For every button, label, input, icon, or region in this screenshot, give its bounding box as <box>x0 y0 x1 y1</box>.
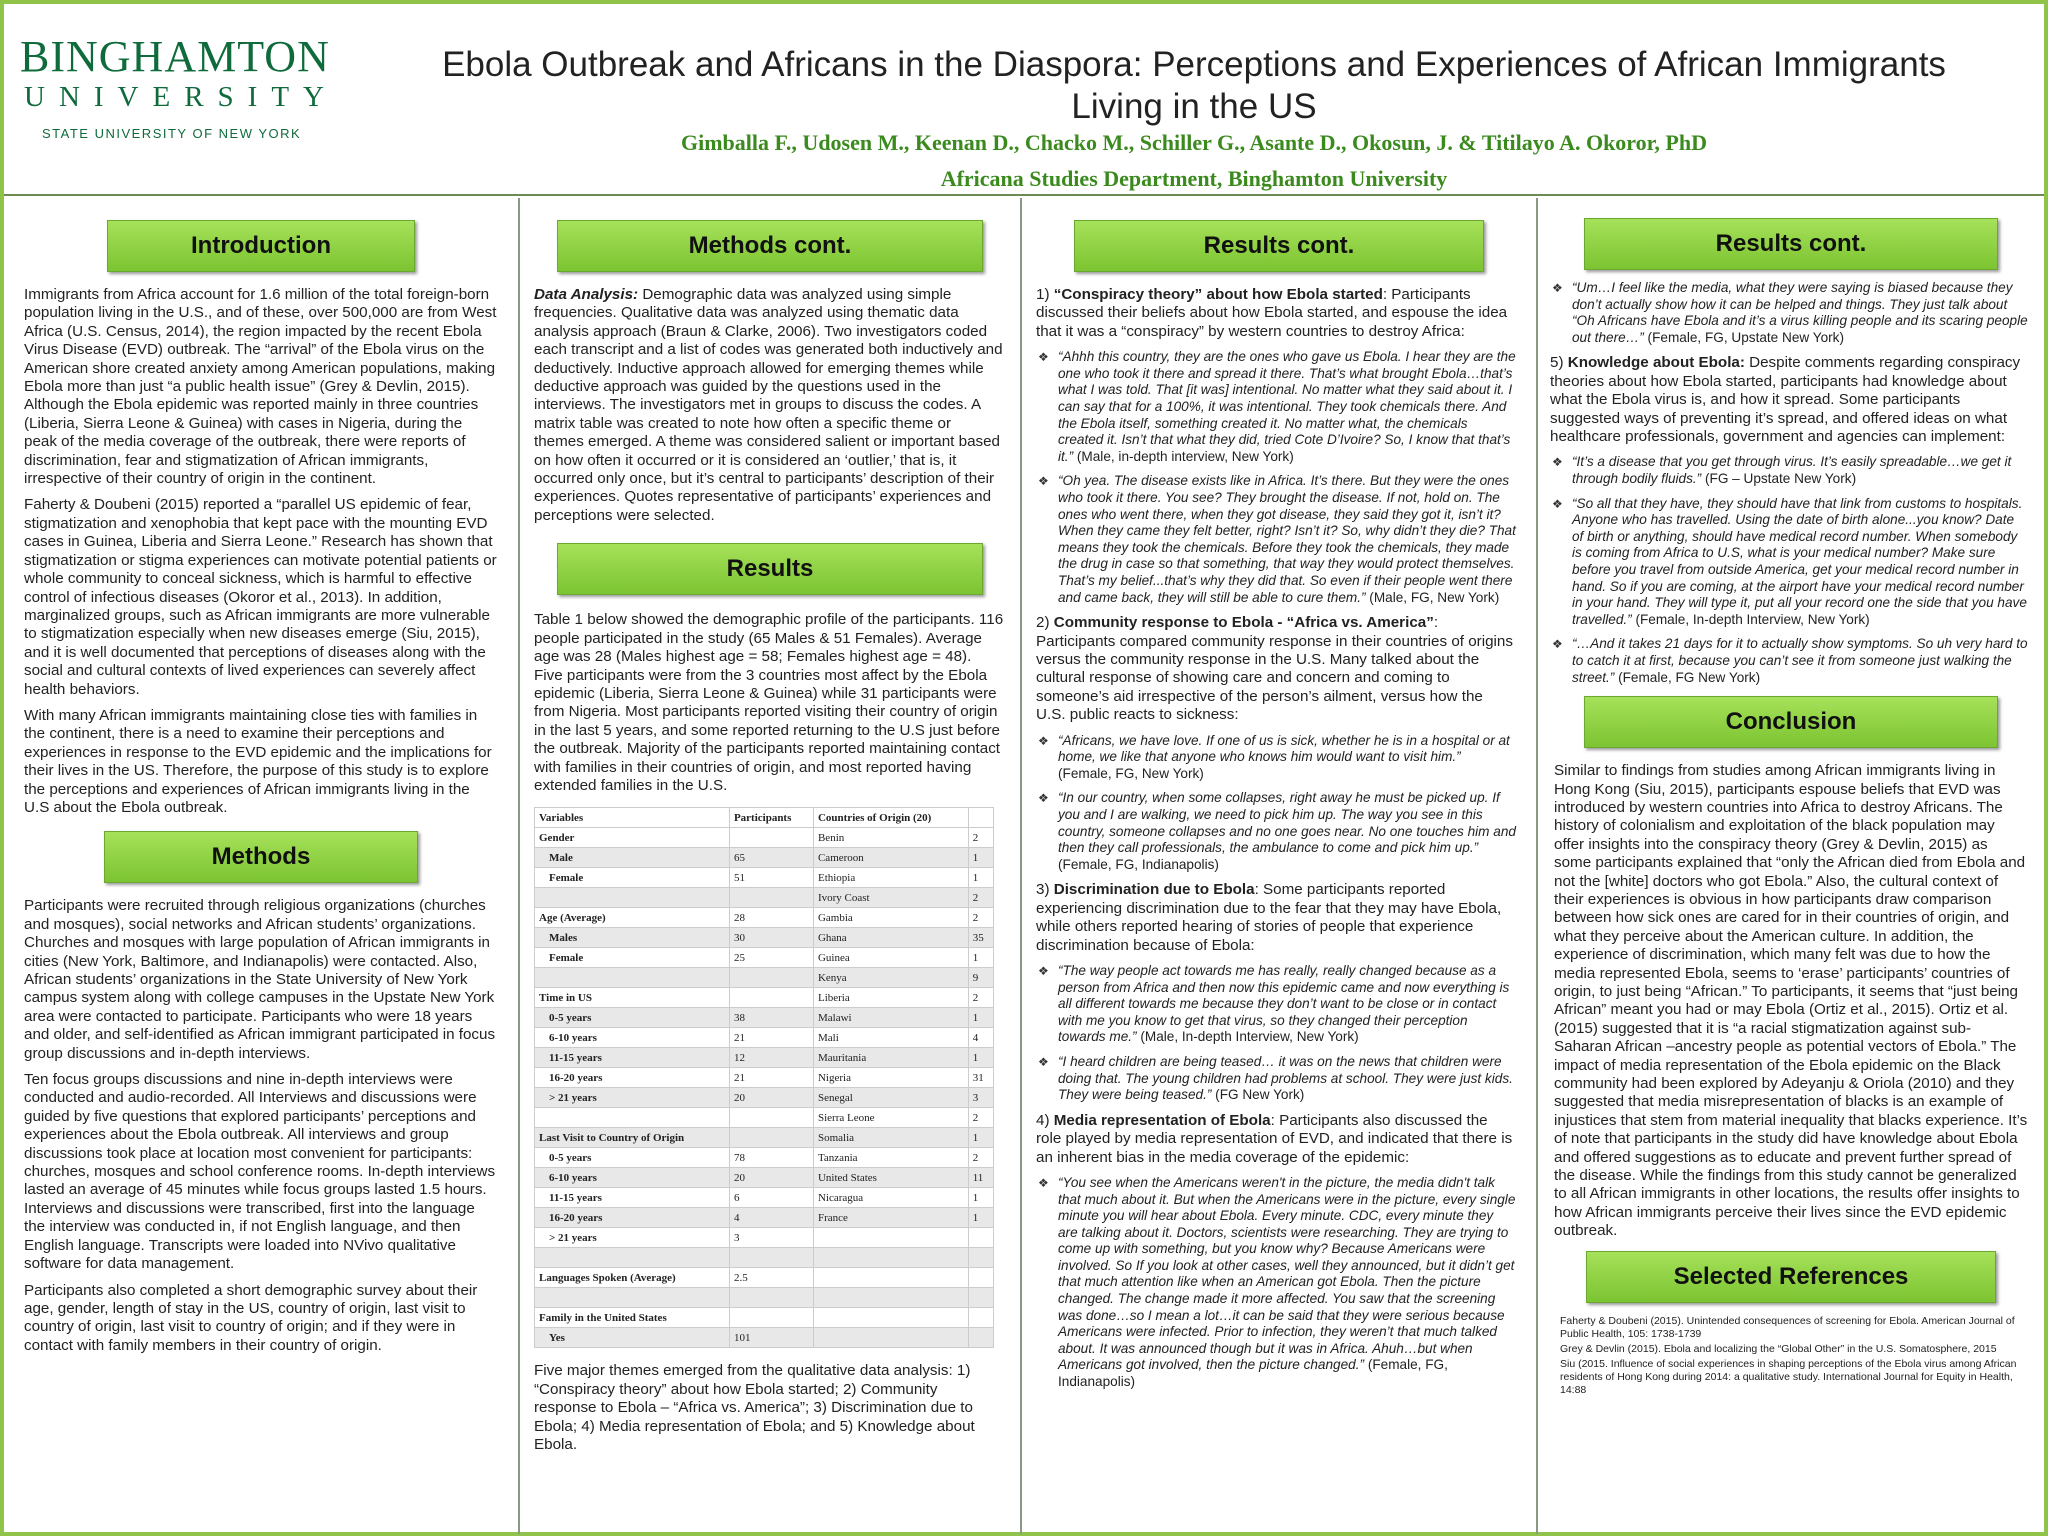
table-row <box>535 1248 994 1268</box>
theme-text: : Some participants reported experiencing discrimination due to the fear that they may have Ebola, while others reported hearing of stories of people that experience discrimination because of Ebola: <box>1036 881 1502 954</box>
table-cell <box>729 888 813 908</box>
table-row <box>535 828 994 848</box>
theme-title: Community response to Ebola - “Africa vs. America” <box>1053 614 1434 632</box>
table-cell: 2 <box>968 1148 993 1168</box>
table-cell: Tanzania <box>813 1148 968 1168</box>
references-heading: Selected References <box>1586 1251 1996 1303</box>
table-cell: Guinea <box>813 948 968 968</box>
theme-number: 4) <box>1036 1111 1054 1129</box>
quote-text: “…And it takes 21 days for it to actually show symptoms. So uh very hard to to catch it at first, because you can’t see it from someone just walking the street.” <box>1572 636 2028 685</box>
theme-number: 5) <box>1550 354 1568 372</box>
table-cell: Malawi <box>813 1008 968 1028</box>
quote-text: “Um…I feel like the media, what they were saying is biased because they don’t actually show how it can be helped and things. They just talk about “Oh Africans have Ebola and it’s a virus killing people and its scaring people out there…” <box>1572 280 2028 345</box>
authors: Gimballa F., Udosen M., Keenan D., Chacko M., Schiller G., Asante D., Okosun, J. & Titilayo A. Okoror, PhD <box>681 130 1707 155</box>
results-cont-heading: Results cont. <box>1074 220 1484 272</box>
methods-body <box>4 897 518 1355</box>
theme-5-quotes <box>1550 454 2028 686</box>
theme-number: 3) <box>1036 881 1054 899</box>
table-cell: 1 <box>968 1188 993 1208</box>
table-cell: 1 <box>968 868 993 888</box>
intro-paragraph-2: Faherty & Doubeni (2015) reported a “parallel US epidemic of fear, stigmatization and xenophobia that kept pace with the mounting EVD cases in Guinea, Liberia and Sierra Leone.” Research has shown that stigmatization or stigma experiences can motivate potential patients or whole community to conceal sickness, which is harmful to effective control of infectious diseases (Okoror et al., 2013). In addition, marginalized groups, such as African immigrants are more vulnerable to stigmatization especially when new diseases emerge (Siu, 2015), and it is well documented that perceptions of diseases along with the social and cultural contexts of lived experiences can severely affect health behaviors. <box>24 496 497 698</box>
table-cell <box>968 1288 993 1308</box>
table-cell: 21 <box>729 1028 813 1048</box>
column-2 <box>520 198 1020 1528</box>
column-1 <box>4 198 518 1528</box>
theme-1 <box>1036 286 1516 341</box>
results-paragraph-1: Table 1 below showed the demographic profile of the participants. 116 people participated in the study (65 Males & 51 Females). Average age was 28 (Males highest age = 58; Females highest age = 48). Five participants were from the 3 countries most affect by the Ebola epidemic (Liberia, Sierra Leone & Guinea) while 31 participants were from Nigeria. Most participants reported visiting their country of origin in the last 5 years, and some reported returning to the U.S just before the outbreak. Majority of the participants reported maintaining contact with families in their countries of origin, and most reported having extended families in the U.S. <box>534 611 1004 794</box>
table-cell: > 21 years <box>535 1088 730 1108</box>
quote <box>1550 496 2028 629</box>
intro-paragraph-1: Immigrants from Africa account for 1.6 million of the total foreign-born population living in the U.S., and of these, over 500,000 are from West Africa (U.S. Census, 2014), the region impacted by the recent Ebola Virus Disease (EVD) outbreak. The “arrival” of the Ebola virus on the American shore created anxiety among American populations, making Ebola more than just “a public health issue” (Grey & Devlin, 2015). Although the Ebola epidemic was reported mainly in three countries (Liberia, Sierra Leone & Guinea) with cases in Nigeria, during the peak of the media coverage of the outbreak, there were reports of discrimination, fear and stigmatization of African immigrants, irrespective of their country of origin in the continent. <box>24 286 497 488</box>
theme-text: : Participants also discussed the role played by media representation of EVD, and indicated that there is an inherent bias in the media coverage of the epidemic: <box>1036 1111 1513 1166</box>
table-cell <box>968 1308 993 1328</box>
theme-title: Discrimination due to Ebola <box>1053 881 1255 899</box>
quote-source: (Female, In-depth Interview, New York) <box>1631 611 1870 627</box>
quote-source: (Female, FG, Indianapolis) <box>1058 1357 1448 1390</box>
table-cell <box>535 968 730 988</box>
table-cell: Mali <box>813 1028 968 1048</box>
table-cell: 3 <box>968 1088 993 1108</box>
table-row <box>535 928 994 948</box>
quote-source: (FG New York) <box>1211 1087 1305 1103</box>
table-row <box>535 888 994 908</box>
theme-title: “Conspiracy theory” about how Ebola started <box>1053 286 1383 303</box>
table-cell: Time in US <box>535 988 730 1008</box>
theme-3 <box>1036 881 1516 955</box>
table-cell: Sierra Leone <box>813 1108 968 1128</box>
table-row <box>535 1208 994 1228</box>
table-cell <box>729 1288 813 1308</box>
table-cell <box>729 1108 813 1128</box>
table-cell: 101 <box>729 1328 813 1348</box>
table-cell: Female <box>535 948 730 968</box>
theme-2 <box>1036 614 1516 724</box>
table-row <box>535 1088 994 1108</box>
reference-item: Siu (2015. Influence of social experiences in shaping perceptions of the Ebola virus among African residents of Hong Kong during 2014: a qualitative study. International Journal for Equity in Health, 14:88 <box>1560 1357 2017 1396</box>
table-cell: 51 <box>729 868 813 888</box>
table-cell <box>813 1288 968 1308</box>
table-row <box>535 1268 994 1288</box>
quote-source: (Female, FG, Upstate New York) <box>1643 329 1844 345</box>
table-cell: Kenya <box>813 968 968 988</box>
quote-text: “Oh yea. The disease exists like in Africa. It’s there. But they were the ones who took it there. You see? They brought the disease. If not, hold on. The ones who went there, when they got disease, they said they got it, isn’t it? When they came they felt better, right? Isn’t it? So, why didn’t they die? That means they took the chemicals. Before they took the chemicals, they made the drug in case so that something, that way they would protect themselves. That’s my belief...that’s why they did that. So even if their people went there and came back, they will still be able to cure them.” <box>1058 473 1516 605</box>
theme-2-quotes <box>1036 733 1516 874</box>
table-cell: 21 <box>729 1068 813 1088</box>
table-cell: Somalia <box>813 1128 968 1148</box>
quote-source: (Male, FG, New York) <box>1365 589 1500 605</box>
table-cell <box>729 1128 813 1148</box>
table-header-cell <box>968 808 993 828</box>
table-cell: 16-20 years <box>535 1208 730 1228</box>
table-cell: Female <box>535 868 730 888</box>
table-cell: Gambia <box>813 908 968 928</box>
table-cell: 0-5 years <box>535 1008 730 1028</box>
introduction-body <box>4 286 518 817</box>
table-cell <box>813 1328 968 1348</box>
table-cell: Yes <box>535 1328 730 1348</box>
methods-cont-body <box>520 286 1020 525</box>
quote-source: (Female, FG New York) <box>1614 669 1761 685</box>
table-cell <box>535 1288 730 1308</box>
table-cell: 11-15 years <box>535 1188 730 1208</box>
table-cell: Ethiopia <box>813 868 968 888</box>
logo-tagline: STATE UNIVERSITY OF NEW YORK <box>42 126 302 141</box>
table-cell: Males <box>535 928 730 948</box>
table-row <box>535 848 994 868</box>
table-cell: Nigeria <box>813 1068 968 1088</box>
table-cell: 16-20 years <box>535 1068 730 1088</box>
table-cell: 6-10 years <box>535 1028 730 1048</box>
results-paragraph-2: Five major themes emerged from the qualitative data analysis: 1) “Conspiracy theory” about how Ebola started; 2) Community response to Ebola – “Africa vs. America”; 3) Discrimination due to Ebola; 4) Media representation of Ebola; and 5) Knowledge about Ebola. <box>534 1362 975 1453</box>
methods-cont-heading: Methods cont. <box>557 220 983 272</box>
table-cell: 9 <box>968 968 993 988</box>
quote-text: “So all that they have, they should have that link from customs to hospitals. Anyone who has travelled. Using the date of birth alone...you know? Date of birth or anything, should have medical record number. When somebody is coming from Africa to U.S, what is your medical number? Make sure before you travel from outside America, get your medical record number in hand. So if you are coming, at the airport have your medical record number in your hand. They will type it, put all your record one the side that you have travelled.” <box>1572 495 2027 627</box>
table-cell: 2 <box>968 828 993 848</box>
theme-text: Despite comments regarding conspiracy theories about how Ebola started, participants had knowledge about what the Ebola virus is, and how it spread. Some participants suggested ways of preventing it’s spread, and offered ideas on what healthcare professionals, government and agencies can implement: <box>1550 354 2021 445</box>
table-cell: 1 <box>968 848 993 868</box>
data-analysis-label: Data Analysis: <box>534 286 639 303</box>
table-row <box>535 1068 994 1088</box>
theme-1-quotes <box>1036 349 1516 606</box>
table-cell: 35 <box>968 928 993 948</box>
theme-text: : Participants discussed their beliefs about how Ebola started, and espouse the idea that it was a “conspiracy” by western countries to destroy Africa: <box>1036 286 1508 340</box>
table-cell <box>968 1248 993 1268</box>
university-logo <box>20 34 350 141</box>
conclusion-body <box>1538 762 2044 1241</box>
conclusion-heading: Conclusion <box>1584 696 1998 748</box>
table-cell: 11 <box>968 1168 993 1188</box>
quote <box>1036 963 1516 1046</box>
quote-text: “In our country, when some collapses, right away he must be picked up. If you and I are walking, we need to pick him up. The way you see in this country, someone collapses and no one goes near. No one touches him and then they call professionals, the ambulance to come and pick him up.” <box>1058 790 1516 856</box>
quote-source: (Female, FG, New York) <box>1058 765 1204 781</box>
results-cont-2-heading: Results cont. <box>1584 218 1998 270</box>
quote <box>1550 280 2028 346</box>
table-row <box>535 1168 994 1188</box>
quote <box>1550 636 2028 686</box>
methods-heading: Methods <box>104 831 418 883</box>
table-cell: Liberia <box>813 988 968 1008</box>
quote-source: (Female, FG, Indianapolis) <box>1058 856 1219 872</box>
table-cell: United States <box>813 1168 968 1188</box>
table-cell: Last Visit to Country of Origin <box>535 1128 730 1148</box>
quote <box>1036 790 1516 873</box>
methods-paragraph-3: Participants also completed a short demographic survey about their age, gender, length of stay in the US, country of origin, last visit to country of origin, last visit to country of origin; and if they were in contact with family members in their country of origin. <box>24 1281 478 1354</box>
table-cell: 0-5 years <box>535 1148 730 1168</box>
table-cell: Ivory Coast <box>813 888 968 908</box>
table-cell <box>729 828 813 848</box>
table-cell: 1 <box>968 1048 993 1068</box>
table-cell: 2 <box>968 908 993 928</box>
table-cell: Family in the United States <box>535 1308 730 1328</box>
table-cell: France <box>813 1208 968 1228</box>
results-cont-2-body <box>1538 280 2044 686</box>
poster-title: Ebola Outbreak and Africans in the Diaspora: Perceptions and Experiences of African Immigrants Living in the US <box>442 45 1946 126</box>
table-cell: > 21 years <box>535 1228 730 1248</box>
table-cell <box>968 1228 993 1248</box>
quote <box>1036 473 1516 606</box>
column-4 <box>1538 198 2044 1528</box>
logo-subtitle: UNIVERSITY <box>24 81 338 113</box>
quote <box>1036 733 1516 783</box>
table-cell: Languages Spoken (Average) <box>535 1268 730 1288</box>
table-cell <box>535 888 730 908</box>
quote-text: “I heard children are being teased… it was on the news that children were doing that. The young children had problems at school. They were just kids. They were being teased.” <box>1058 1053 1513 1103</box>
references-list <box>1538 1315 2044 1397</box>
table-cell: 30 <box>729 928 813 948</box>
table-header-cell: Variables <box>535 808 730 828</box>
theme-title: Media representation of Ebola <box>1053 1111 1271 1129</box>
logo-wordmark: BINGHAMTON <box>20 32 330 81</box>
table-cell <box>813 1248 968 1268</box>
poster-header <box>4 4 2044 196</box>
table-row <box>535 1008 994 1028</box>
quote-text: “It’s a disease that you get through virus. It’s easily spreadable…we get it through bodily fluids.” <box>1572 454 2012 486</box>
table-header-cell: Participants <box>729 808 813 828</box>
table-cell: Senegal <box>813 1088 968 1108</box>
table-cell: 65 <box>729 848 813 868</box>
table-cell: 31 <box>968 1068 993 1088</box>
table-cell <box>813 1308 968 1328</box>
quote <box>1550 454 2028 487</box>
table-cell: 78 <box>729 1148 813 1168</box>
table-cell: 6 <box>729 1188 813 1208</box>
table-cell: 20 <box>729 1168 813 1188</box>
results-heading: Results <box>557 543 983 595</box>
table-cell: 1 <box>968 1208 993 1228</box>
table-row <box>535 968 994 988</box>
table-cell: Gender <box>535 828 730 848</box>
demographics-table <box>534 807 994 1348</box>
table-cell: 6-10 years <box>535 1168 730 1188</box>
theme-5 <box>1550 354 2028 446</box>
table-cell: Benin <box>813 828 968 848</box>
table-cell <box>813 1268 968 1288</box>
theme-text: : Participants compared community response in their countries of origins versus the community response in the U.S. Many talked about the cultural response of showing care and concern and coming to someone’s aid irrespective of the person’s ailment, versus how the U.S. public reacts to sickness: <box>1036 614 1513 724</box>
table-cell: 4 <box>968 1028 993 1048</box>
table-row <box>535 908 994 928</box>
table-cell <box>535 1248 730 1268</box>
table-header-cell: Countries of Origin (20) <box>813 808 968 828</box>
table-row <box>535 948 994 968</box>
theme-3-quotes <box>1036 963 1516 1104</box>
quote-text: “Ahhh this country, they are the ones who gave us Ebola. I hear they are the one who took it there and spread it there. That’s what brought Ebola…that’s what I was told. That [it was] intentional. No matter what they said about it. I can say that for a 100%, it was intentional. They took chemicals there. And the Ebola itself, something created it. No matter what, the chemicals created it. Isn’t that what they did, tried Cote D’Ivoire? So, I know that that’s it.” <box>1058 349 1516 464</box>
table-row <box>535 868 994 888</box>
table-row <box>535 1328 994 1348</box>
quote <box>1036 349 1516 465</box>
table-cell: 4 <box>729 1208 813 1228</box>
media-quotes <box>1550 280 2028 346</box>
data-analysis-paragraph <box>534 286 1004 525</box>
reference-item: Faherty & Doubeni (2015). Unintended consequences of screening for Ebola. American Journal of Public Health, 105: 1738-1739 <box>1560 1314 2015 1340</box>
table-cell: 2 <box>968 1108 993 1128</box>
table-cell <box>968 1328 993 1348</box>
table-cell <box>729 1248 813 1268</box>
results-body <box>520 611 1020 1454</box>
theme-4 <box>1036 1112 1516 1167</box>
theme-number: 2) <box>1036 614 1054 632</box>
table-cell <box>535 1108 730 1128</box>
table-cell: 2 <box>968 888 993 908</box>
table-cell: 1 <box>968 1008 993 1028</box>
table-cell: 25 <box>729 948 813 968</box>
table-row <box>535 1128 994 1148</box>
table-cell: Ghana <box>813 928 968 948</box>
table-cell: Age (Average) <box>535 908 730 928</box>
theme-4-quotes <box>1036 1175 1516 1391</box>
quote-source: (FG – Upstate New York) <box>1701 471 1857 486</box>
poster <box>4 4 2044 1532</box>
table-cell: 38 <box>729 1008 813 1028</box>
table-row <box>535 1048 994 1068</box>
table-cell: Cameroon <box>813 848 968 868</box>
table-row <box>535 1028 994 1048</box>
theme-number: 1) <box>1036 286 1054 303</box>
table-row <box>535 1228 994 1248</box>
table-cell: 1 <box>968 1128 993 1148</box>
table-cell: Male <box>535 848 730 868</box>
table-row <box>535 1188 994 1208</box>
table-cell: 28 <box>729 908 813 928</box>
table-row <box>535 988 994 1008</box>
table-cell: 1 <box>968 948 993 968</box>
department: Africana Studies Department, Binghamton University <box>940 166 1448 191</box>
table-cell: 11-15 years <box>535 1048 730 1068</box>
table-row <box>535 1108 994 1128</box>
table-cell <box>729 988 813 1008</box>
quote-source: (Male, in-depth interview, New York) <box>1073 448 1294 464</box>
quote <box>1036 1054 1516 1104</box>
table-cell <box>813 1228 968 1248</box>
theme-title: Knowledge about Ebola: <box>1567 354 1745 372</box>
methods-paragraph-2: Ten focus groups discussions and nine in-depth interviews were conducted and audio-recorded. All Interviews and discussions were guided by five questions that explored participants’ perceptions and experiences about the Ebola outbreak. All interviews and group discussions took place at location most convenient for participants: churches, mosques and school conference rooms. In-depth interviews lasted an average of 45 minutes while focus groups lasted 1.5 hours. Interviews and discussions were transcribed, first into the language the interview was conducted in, if not English language, and then English language. Transcripts were loaded into NVivo qualitative software for data management. <box>24 1071 496 1273</box>
results-cont-body <box>1022 286 1536 1391</box>
conclusion-paragraph: Similar to findings from studies among African immigrants living in Hong Kong (Siu, 2015), participants espouse beliefs that EVD was introduced by western countries into Africa to destroy Africans. The history of colonialism and exploitation of the black population may offer insights into the conspiracy theory (Grey & Devlin, 2015) as some participants explained that “only the African died from Ebola and not the [white] doctors who got Ebola.” Also, the cultural context of their experiences is obvious in how participants draw comparison between how sick ones are cared for in their countries of origin, and what they perceive about the American culture. In addition, the experience of discrimination, which many felt was due to how the media represented Ebola, seems to ‘erase’ participants’ countries of origin, to just being “African.” To participants, it seems that “just being African” meant you had or may Ebola (Ortiz et al., 2015). Ortiz et al. (2015) suggested that it is “a racial stigmatization against sub-Saharan African –ancestry people as potential vectors of Ebola.” The impact of media representation of the Ebola epidemic on the Black community had been explored by Adeyanju & Oriola (2010) and they suggested that media misrepresentation of blacks is an example of injustices that stem from material inequality that blacks experience. It’s of note that participants in the study did have knowledge about Ebola and offered suggestions as to educate and prevent further spread of the disease. While the findings from this study cannot be generalized to all African immigrants in other locations, the results offer insights to how African immigrants perceive their lives since the EVD epidemic outbreak. <box>1554 762 2028 1240</box>
table-cell: 2.5 <box>729 1268 813 1288</box>
introduction-heading: Introduction <box>107 220 415 272</box>
table-row <box>535 1308 994 1328</box>
data-analysis-text: Demographic data was analyzed using simple frequencies. Qualitative data was analyzed using thematic data analysis approach (Braun & Clarke, 2006). Two investigators coded each transcript and a list of codes was generated both inductively and deductively. Inductive approach allowed for emerging themes while deductive approach was guided by the questions used in the interviews. The investigators met in groups to discuss the codes. A matrix table was created to note how often a specific theme or themes emerged. A theme was considered salient or important based on how often it occurred or it is considered an ‘outlier,’ that is, it occurred only once, but it’s central to participants’ description of their experiences. Quotes representative of participants’ experiences and perceptions were selected. <box>534 286 1003 524</box>
table-cell: Mauritania <box>813 1048 968 1068</box>
table-cell <box>729 968 813 988</box>
table-cell: 2 <box>968 988 993 1008</box>
methods-paragraph-1: Participants were recruited through religious organizations (churches and mosques), social networks and African students’ organizations. Churches and mosques with large population of African immigrants in cities (New York, Baltimore, and Indianapolis) were contacted. Also, African students’ organizations in the State University of New York campus system along with college campuses in the Upstate New York area were contacted to participate. Participants who were 18 years and older, and self-identified as African immigrant participated in focus group discussions and in-depth interviews. <box>24 897 496 1062</box>
intro-paragraph-3: With many African immigrants maintaining close ties with families in the continent, there is a need to examine their perceptions and experiences in response to the EVD epidemic and the implications for their lives in the US. Therefore, the purpose of this study is to explore the perceptions and experiences of African immigrants living in the U.S about the Ebola outbreak. <box>24 706 492 816</box>
table-row <box>535 1148 994 1168</box>
quote-text: “The way people act towards me has really, really changed because as a person from Africa and then now this epidemic came and now everything is all different towards me because they don’t want to be close or in contact with me you know to get that virus, so they changed their perception towards me.” <box>1058 962 1510 1045</box>
table-cell: 3 <box>729 1228 813 1248</box>
quote-source: (Male, In-depth Interview, New York) <box>1136 1029 1359 1045</box>
table-cell <box>968 1268 993 1288</box>
column-3 <box>1022 198 1536 1528</box>
table-cell <box>729 1308 813 1328</box>
table-cell: Nicaragua <box>813 1188 968 1208</box>
table-cell: 12 <box>729 1048 813 1068</box>
quote <box>1036 1175 1516 1391</box>
table-row <box>535 1288 994 1308</box>
table-cell: 20 <box>729 1088 813 1108</box>
quote-text: “You see when the Americans weren't in the picture, the media didn't talk that much about it. But when the Americans were in the picture, every single minute you will hear about Ebola. Every minute. CDC, every minute they are talking about it. Doctors, scientists were researching. They are trying to come up with something, but you know why? Because Americans were involved. So If you look at other cases, well they announced, but it didn’t get that much attention like when an American got Ebola. Then the picture changed. The change made it more affected. You saw that the screening was done…so I mean a lot…it can be said that they were serious because Americans were infected. Prior to infection, they weren’t that much talked about. It was announced though but it was in Africa. Ahuh…but when Americans got involved, then the picture changed.” <box>1058 1174 1516 1373</box>
reference-item: Grey & Devlin (2015). Ebola and localizing the “Global Other” in the U.S. Somatosphere, 2015 <box>1560 1342 1997 1355</box>
quote-text: “Africans, we have love. If one of us is sick, whether he is in a hospital or at home, we like that anyone who knows him would want to visit him.” <box>1058 732 1510 765</box>
